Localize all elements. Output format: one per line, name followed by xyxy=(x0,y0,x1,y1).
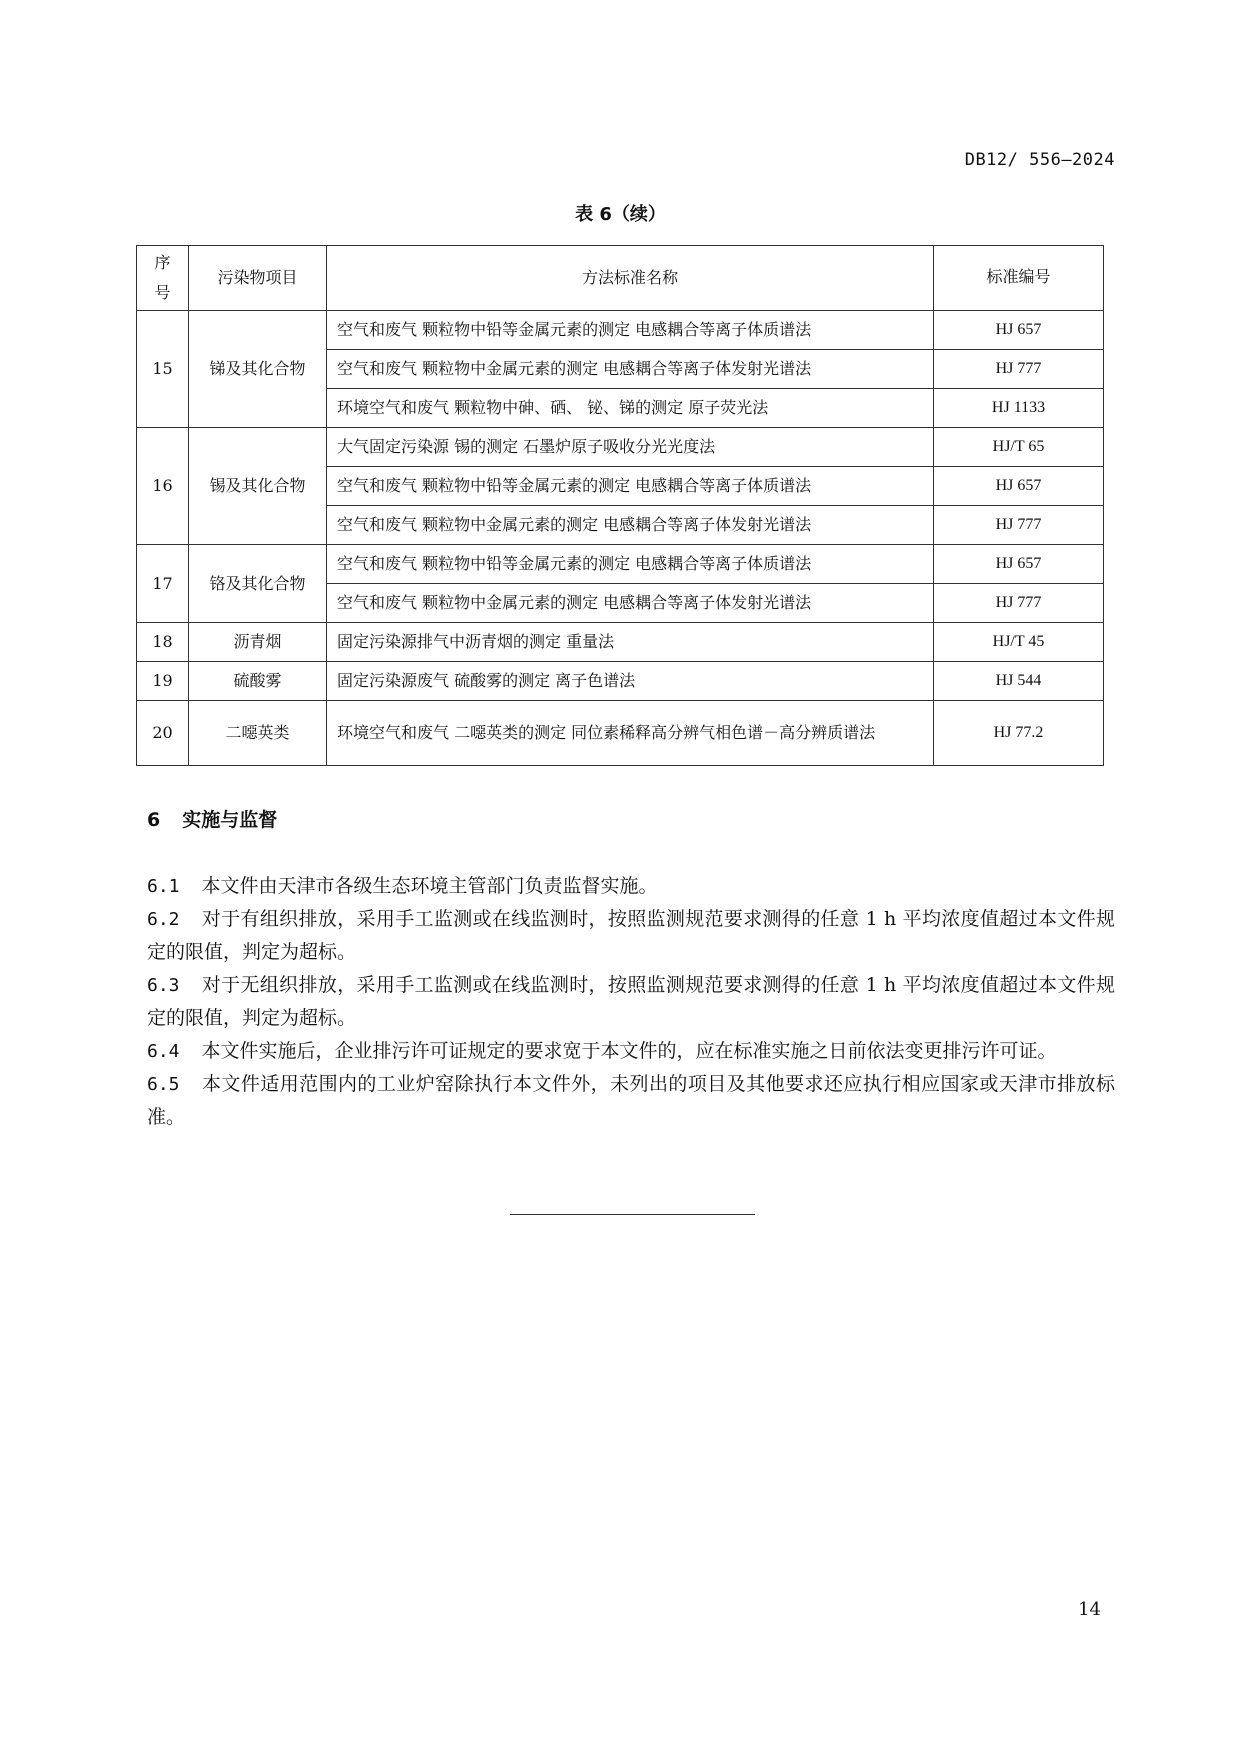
row-number: 18 xyxy=(137,623,189,662)
standard-code: HJ 777 xyxy=(934,506,1104,545)
method-name: 固定污染源排气中沥青烟的测定 重量法 xyxy=(327,623,934,662)
method-name: 空气和废气 颗粒物中金属元素的测定 电感耦合等离子体发射光谱法 xyxy=(327,506,934,545)
clause-text: 对于无组织排放，采用手工监测或在线监测时，按照监测规范要求测得的任意 1 h 平均浓度值超过本文件规定的限值，判定为超标。 xyxy=(147,974,1115,1029)
method-name: 空气和废气 颗粒物中金属元素的测定 电感耦合等离子体发射光谱法 xyxy=(327,350,934,389)
pollutant-name: 沥青烟 xyxy=(189,623,327,662)
method-name: 空气和废气 颗粒物中铅等金属元素的测定 电感耦合等离子体质谱法 xyxy=(327,467,934,506)
clause-text: 对于有组织排放，采用手工监测或在线监测时，按照监测规范要求测得的任意 1 h 平均浓度值超过本文件规定的限值，判定为超标。 xyxy=(147,908,1115,963)
clause-number: 6.4 xyxy=(147,1041,180,1062)
method-name: 空气和废气 颗粒物中铅等金属元素的测定 电感耦合等离子体质谱法 xyxy=(327,311,934,350)
method-name: 空气和废气 颗粒物中铅等金属元素的测定 电感耦合等离子体质谱法 xyxy=(327,545,934,584)
standard-code: HJ/T 45 xyxy=(934,623,1104,662)
header-code: 标准编号 xyxy=(934,246,1104,311)
clause-number: 6.5 xyxy=(147,1074,180,1095)
clause-text: 本文件适用范围内的工业炉窑除执行本文件外，未列出的项目及其他要求还应执行相应国家或天津市排放标准。 xyxy=(147,1073,1115,1128)
method-name: 固定污染源废气 硫酸雾的测定 离子色谱法 xyxy=(327,662,934,701)
document-code: DB12/ 556—2024 xyxy=(964,150,1115,170)
method-name: 空气和废气 颗粒物中金属元素的测定 电感耦合等离子体发射光谱法 xyxy=(327,584,934,623)
table-row xyxy=(137,662,1104,701)
clause-number: 6.3 xyxy=(147,975,180,996)
clause-list xyxy=(147,870,1115,1134)
standard-code: HJ 77.2 xyxy=(934,701,1104,766)
table-row xyxy=(137,701,1104,766)
header-pollutant: 污染物项目 xyxy=(189,246,327,311)
page-number: 14 xyxy=(1078,1599,1101,1620)
clause xyxy=(147,1035,1115,1068)
table-row xyxy=(137,623,1104,662)
clause xyxy=(147,1068,1115,1134)
section-title: 实施与监督 xyxy=(182,809,278,831)
method-name: 大气固定污染源 锡的测定 石墨炉原子吸收分光光度法 xyxy=(327,428,934,467)
row-number: 16 xyxy=(137,428,189,545)
row-number: 19 xyxy=(137,662,189,701)
header-no: 序 号 xyxy=(137,246,189,311)
clause-number: 6.2 xyxy=(147,909,180,930)
table-header-row xyxy=(137,246,1104,311)
pollutant-name: 硫酸雾 xyxy=(189,662,327,701)
header-method: 方法标准名称 xyxy=(327,246,934,311)
row-number: 15 xyxy=(137,311,189,428)
standard-code: HJ 657 xyxy=(934,311,1104,350)
method-name: 环境空气和废气 二噁英类的测定 同位素稀释高分辨气相色谱－高分辨质谱法 xyxy=(327,701,934,766)
standard-code: HJ 1133 xyxy=(934,389,1104,428)
clause-text: 本文件由天津市各级生态环境主管部门负责监督实施。 xyxy=(201,875,658,897)
table-row xyxy=(137,545,1104,584)
standard-code: HJ 777 xyxy=(934,350,1104,389)
clause xyxy=(147,969,1115,1035)
pollutant-name: 锡及其化合物 xyxy=(189,428,327,545)
standards-table xyxy=(136,245,1104,766)
section-heading xyxy=(147,805,277,832)
pollutant-name: 铬及其化合物 xyxy=(189,545,327,623)
row-number: 17 xyxy=(137,545,189,623)
standard-code: HJ 657 xyxy=(934,545,1104,584)
standard-code: HJ 657 xyxy=(934,467,1104,506)
end-rule-divider xyxy=(510,1214,755,1215)
table-title: 表 6（续） xyxy=(575,204,666,225)
standard-code: HJ 777 xyxy=(934,584,1104,623)
row-number: 20 xyxy=(137,701,189,766)
method-name: 环境空气和废气 颗粒物中砷、硒、 铋、锑的测定 原子荧光法 xyxy=(327,389,934,428)
table-row xyxy=(137,311,1104,350)
clause xyxy=(147,870,1115,903)
standard-code: HJ/T 65 xyxy=(934,428,1104,467)
table-row xyxy=(137,428,1104,467)
standard-code: HJ 544 xyxy=(934,662,1104,701)
clause-number: 6.1 xyxy=(147,876,180,897)
clause xyxy=(147,903,1115,969)
pollutant-name: 二噁英类 xyxy=(189,701,327,766)
pollutant-name: 锑及其化合物 xyxy=(189,311,327,428)
section-number: 6 xyxy=(147,809,161,831)
clause-text: 本文件实施后，企业排污许可证规定的要求宽于本文件的，应在标准实施之日前依法变更排污许可证。 xyxy=(201,1040,1057,1062)
